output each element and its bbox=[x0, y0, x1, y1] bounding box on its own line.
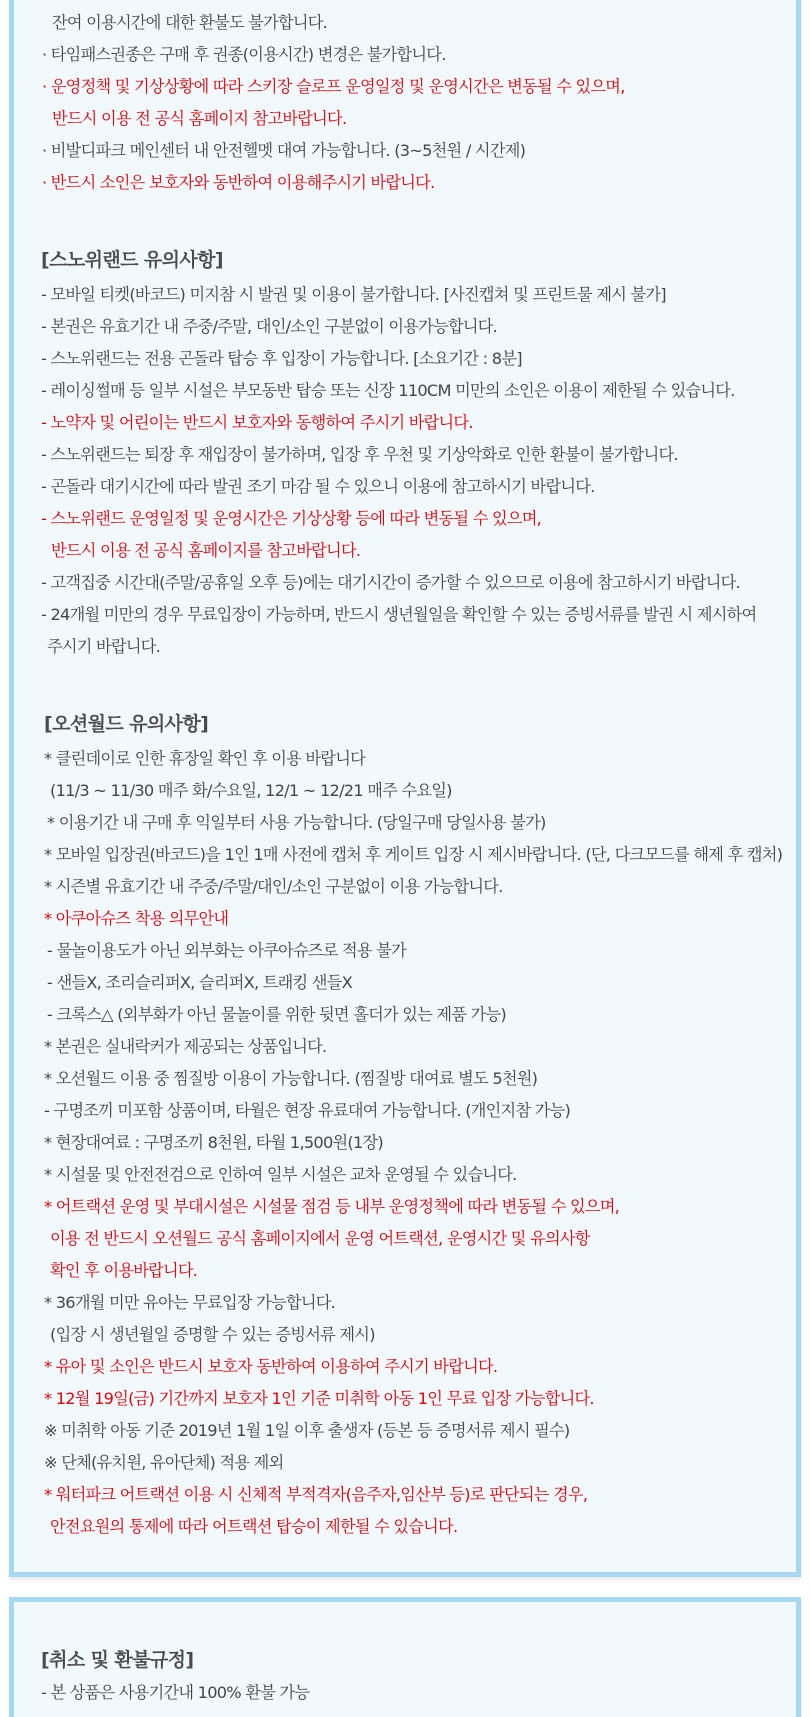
notice-line: * 현장대여료 : 구명조끼 8천원, 타월 1,500원(1장) bbox=[44, 1133, 383, 1152]
notice-line: - 곤돌라 대기시간에 따라 발권 조기 마감 될 수 있으니 이용에 참고하시기 바랍니다. bbox=[41, 477, 595, 496]
notice-line: - 본권은 유효기간 내 주중/주말, 대인/소인 구분없이 이용가능합니다. bbox=[41, 317, 498, 336]
notice-line: - 스노위랜드는 전용 곤돌라 탑승 후 입장이 가능합니다. [소요기간 : 8분] bbox=[41, 349, 522, 368]
notice-line: * 이용기간 내 구매 후 익일부터 사용 가능합니다. (당일구매 당일사용 불가) bbox=[47, 813, 546, 832]
notice-line: 주시기 바랍니다. bbox=[47, 637, 161, 656]
section-heading: [스노위랜드 유의사항] bbox=[41, 249, 223, 271]
notice-line: (11/3 ~ 11/30 매주 화/수요일, 12/1 ~ 12/21 매주 수요일) bbox=[50, 781, 452, 800]
notice-line: * 어트랙션 운영 및 부대시설은 시설물 점검 등 내부 운영정책에 따라 변동될 수 있으며, bbox=[44, 1197, 620, 1216]
notice-line: ※ 단체(유치원, 유아단체) 적용 제외 bbox=[44, 1453, 284, 1472]
notice-line: - 물놀이용도가 아닌 외부화는 아쿠아슈즈로 적용 불가 bbox=[47, 941, 406, 960]
notice-line: * 본권은 실내락커가 제공되는 상품입니다. bbox=[44, 1037, 327, 1056]
notice-line: 안전요원의 통제에 따라 어트랙션 탑승이 제한될 수 있습니다. bbox=[50, 1517, 458, 1536]
notice-line: - 스노위랜드는 퇴장 후 재입장이 불가하며, 입장 후 우천 및 기상악화로 인한 환불이 불가합니다. bbox=[41, 445, 678, 464]
section-heading: [취소 및 환불규정] bbox=[41, 1649, 194, 1671]
notice-line: · 타임패스권종은 구매 후 권종(이용시간) 변경은 불가합니다. bbox=[42, 45, 446, 64]
notice-line: * 36개월 미만 유아는 무료입장 가능합니다. bbox=[44, 1293, 336, 1312]
notice-line: * 오션월드 이용 중 찜질방 이용이 가능합니다. (찜질방 대여료 별도 5천원) bbox=[44, 1069, 538, 1088]
notice-line: * 워터파크 어트랙션 이용 시 신체적 부적격자(음주자,임산부 등)로 판단되는 경우, bbox=[44, 1485, 588, 1504]
notice-line: · 반드시 소인은 보호자와 동반하여 이용해주시기 바랍니다. bbox=[42, 173, 435, 192]
notice-line: * 유아 및 소인은 반드시 보호자 동반하여 이용하여 주시기 바랍니다. bbox=[44, 1357, 498, 1376]
notice-line: - 본 상품은 사용기간내 100% 환불 가능 bbox=[41, 1683, 310, 1702]
notice-line: · 운영정책 및 기상상황에 따라 스키장 슬로프 운영일정 및 운영시간은 변동될 수 있으며, bbox=[42, 77, 625, 96]
notice-line: - 샌들X, 조리슬리퍼X, 슬리퍼X, 트래킹 샌들X bbox=[47, 973, 352, 992]
notice-panel bbox=[9, 0, 801, 1577]
notice-line: - 크록스△ (외부화가 아닌 물놀이를 위한 뒷면 홀더가 있는 제품 가능) bbox=[47, 1005, 506, 1024]
notice-line: 반드시 이용 전 공식 홈페이지 참고바랍니다. bbox=[52, 109, 347, 128]
section-heading: [오션월드 유의사항] bbox=[44, 713, 209, 735]
notice-line: * 아쿠아슈즈 착용 의무안내 bbox=[44, 909, 229, 928]
notice-line: ※ 미취학 아동 기준 2019년 1월 1일 이후 출생자 (등본 등 증명서류 제시 필수) bbox=[44, 1421, 570, 1440]
notice-line: 잔여 이용시간에 대한 환불도 불가합니다. bbox=[52, 13, 328, 32]
notice-line: (입장 시 생년월일 증명할 수 있는 증빙서류 제시) bbox=[50, 1325, 375, 1344]
notice-line: - 24개월 미만의 경우 무료입장이 가능하며, 반드시 생년월일을 확인할 수 있는 증빙서류를 발권 시 제시하여 bbox=[41, 605, 757, 624]
notice-line: - 구명조끼 미포함 상품이며, 타월은 현장 유료대여 가능합니다. (개인지참 가능) bbox=[44, 1101, 571, 1120]
notice-line: - 노약자 및 어린이는 반드시 보호자와 동행하여 주시기 바랍니다. bbox=[41, 413, 473, 432]
notice-line: 반드시 이용 전 공식 홈페이지를 참고바랍니다. bbox=[51, 541, 361, 560]
notice-line: * 모바일 입장권(바코드)을 1인 1매 사전에 캡처 후 게이트 입장 시 제시바랍니다. (단, 다크모드를 해제 후 캡처) bbox=[44, 845, 783, 864]
notice-line: 확인 후 이용바랍니다. bbox=[50, 1261, 198, 1280]
notice-line: * 12월 19일(금) 기간까지 보호자 1인 기준 미취학 아동 1인 무료 입장 가능합니다. bbox=[44, 1389, 594, 1408]
notice-line: * 클린데이로 인한 휴장일 확인 후 이용 바랍니다 bbox=[44, 749, 365, 768]
notice-line: - 고객집중 시간대(주말/공휴일 오후 등)에는 대기시간이 증가할 수 있으므로 이용에 참고하시기 바랍니다. bbox=[41, 573, 740, 592]
notice-line: * 시즌별 유효기간 내 주중/주말/대인/소인 구분없이 이용 가능합니다. bbox=[44, 877, 503, 896]
notice-line: - 레이싱썰매 등 일부 시설은 부모동반 탑승 또는 신장 110CM 미만의 소인은 이용이 제한될 수 있습니다. bbox=[41, 381, 735, 400]
notice-line: - 스노위랜드 운영일정 및 운영시간은 기상상황 등에 따라 변동될 수 있으며, bbox=[41, 509, 542, 528]
notice-line: * 시설물 및 안전전검으로 인하여 일부 시설은 교차 운영될 수 있습니다. bbox=[44, 1165, 517, 1184]
notice-line: 이용 전 반드시 오션월드 공식 홈페이지에서 운영 어트랙션, 운영시간 및 유의사항 bbox=[50, 1229, 590, 1248]
notice-line: · 비발디파크 메인센터 내 안전헬멧 대여 가능합니다. (3~5천원 / 시간제) bbox=[42, 141, 526, 160]
notice-line: - 모바일 티켓(바코드) 미지참 시 발권 및 이용이 불가합니다. [사진캡쳐 및 프린트물 제시 불가] bbox=[41, 285, 666, 304]
refund-panel bbox=[9, 1597, 801, 1717]
